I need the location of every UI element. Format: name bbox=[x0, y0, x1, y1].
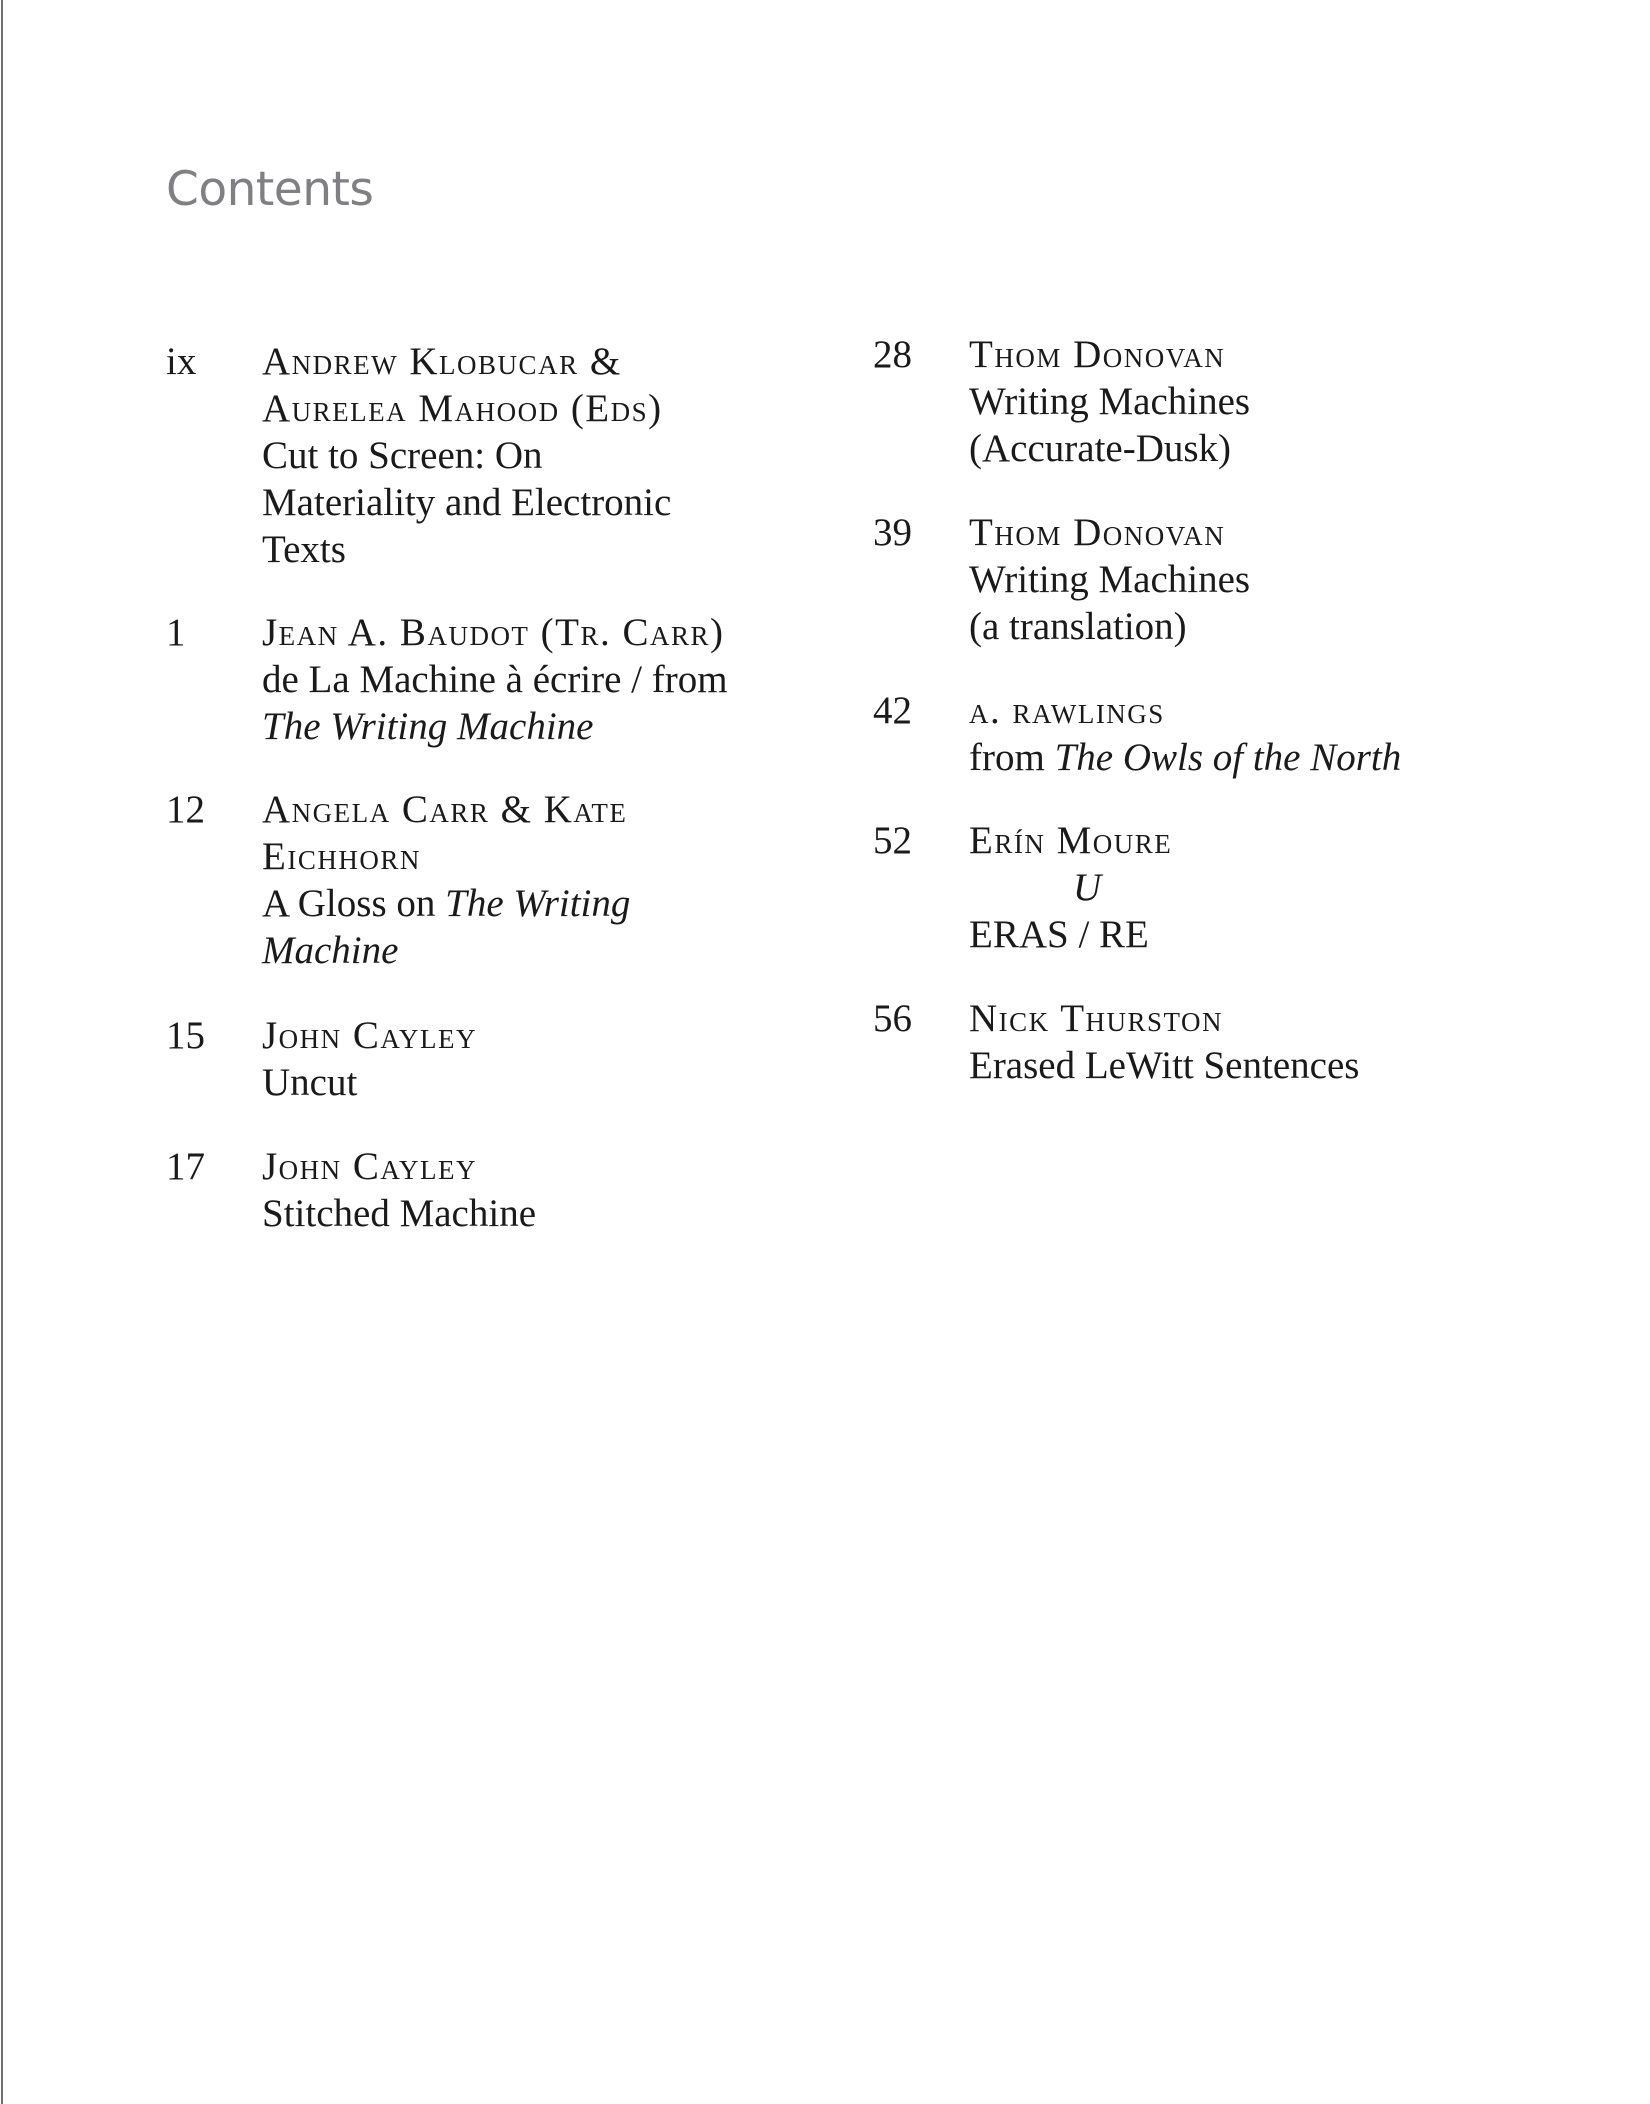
toc-page-number: 39 bbox=[873, 511, 912, 554]
page-title: Contents bbox=[166, 162, 374, 217]
toc-title-line: (a translation) bbox=[969, 605, 1187, 648]
toc-author: Erín Moure bbox=[969, 819, 1173, 862]
toc-title-line: Cut to Screen: On bbox=[262, 434, 543, 477]
toc-title-line: ERAS / RE bbox=[969, 913, 1149, 956]
toc-author: Andrew Klobucar & bbox=[262, 340, 622, 383]
toc-title-line: (Accurate-Dusk) bbox=[969, 427, 1232, 470]
toc-page-number: 12 bbox=[166, 788, 205, 831]
toc-author: John Cayley bbox=[262, 1014, 477, 1057]
toc-page-number: 56 bbox=[873, 997, 912, 1040]
toc-title-line: The Writing Machine bbox=[262, 705, 594, 748]
toc-author: Angela Carr & Kate bbox=[262, 788, 628, 831]
toc-page-number: 1 bbox=[166, 611, 186, 654]
toc-author: Aurelea Mahood (Eds) bbox=[262, 387, 663, 430]
toc-title-line: A Gloss on The Writing bbox=[262, 882, 631, 925]
toc-page-number: 17 bbox=[166, 1145, 205, 1188]
toc-author: Thom Donovan bbox=[969, 333, 1226, 376]
toc-title-line: Texts bbox=[262, 528, 346, 571]
toc-title-line: U bbox=[1073, 866, 1102, 909]
toc-title-line: de La Machine à écrire / from bbox=[262, 658, 728, 701]
toc-author: Eichhorn bbox=[262, 835, 421, 878]
toc-page-number: 42 bbox=[873, 689, 912, 732]
toc-title-line: Machine bbox=[262, 929, 399, 972]
toc-title-line: Writing Machines bbox=[969, 558, 1251, 601]
toc-author: Jean A. Baudot (Tr. Carr) bbox=[262, 611, 725, 654]
toc-author: Nick Thurston bbox=[969, 997, 1224, 1040]
toc-title-line: Stitched Machine bbox=[262, 1192, 537, 1235]
toc-page-number: 28 bbox=[873, 333, 912, 376]
toc-title-line: Erased LeWitt Sentences bbox=[969, 1044, 1360, 1087]
toc-page-number: ix bbox=[166, 340, 197, 383]
toc-title-line: Materiality and Electronic bbox=[262, 481, 672, 524]
toc-title-line: Uncut bbox=[262, 1061, 358, 1104]
page-edge-line bbox=[1, 0, 3, 2104]
toc-author: John Cayley bbox=[262, 1145, 477, 1188]
toc-page-number: 15 bbox=[166, 1014, 205, 1057]
toc-author: Thom Donovan bbox=[969, 511, 1226, 554]
toc-page-number: 52 bbox=[873, 819, 912, 862]
toc-title-line: from The Owls of the North bbox=[969, 736, 1402, 779]
toc-title-line: Writing Machines bbox=[969, 380, 1251, 423]
toc-author: a. rawlings bbox=[969, 689, 1165, 732]
